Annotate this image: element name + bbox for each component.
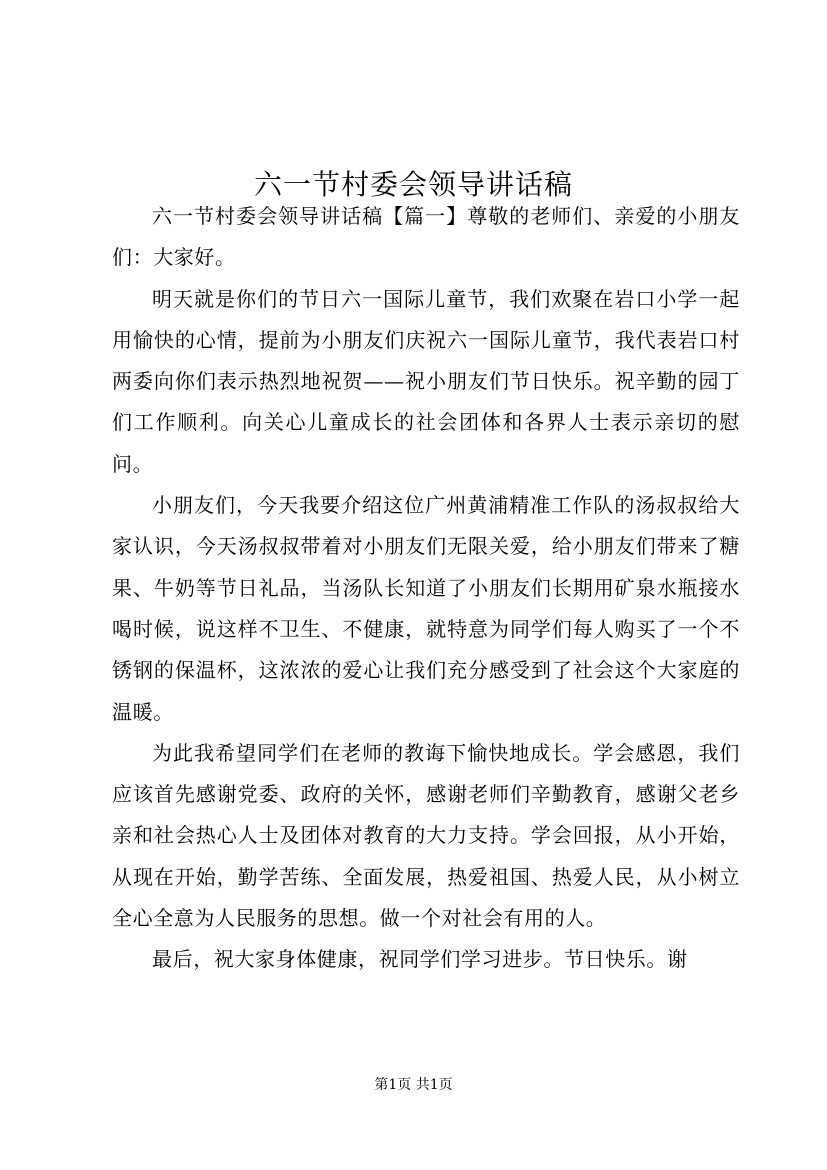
document-body <box>112 196 740 981</box>
page-number-footer: 第1页 共1页 <box>374 1077 453 1093</box>
paragraph-hope: 为此我希望同学们在老师的教诲下愉快地成长。学会感恩，我们应该首先感谢党委、政府的关怀，感谢老师们辛勤教育，感谢父老乡亲和社会热心人士及团体对教育的大力支持。学会回报，从小开始，从现在开始，勤学苦练、全面发展，热爱祖国、热爱人民，从小树立全心全意为人民服务的思想。做一个对社会有用的人。 <box>112 740 740 931</box>
paragraph-closing: 最后，祝大家身体健康，祝同学们学习进步。节日快乐。谢 <box>152 947 688 972</box>
paragraph-greeting: 六一节村委会领导讲话稿【篇一】尊敬的老师们、亲爱的小朋友们：大家好。 <box>112 204 740 270</box>
paragraph-introduction: 小朋友们，今天我要介绍这位广州黄浦精准工作队的汤叔叔给大家认识，今天汤叔叔带着对小朋友们无限关爱，给小朋友们带来了糖果、牛奶等节日礼品，当汤队长知道了小朋友们长期用矿泉水瓶接水喝时候，说这样不卫生、不健康，就特意为同学们每人购买了一个不锈钢的保温杯，这浓浓的爱心让我们充分感受到了社会这个大家庭的温暖。 <box>112 493 740 724</box>
paragraph-celebration: 明天就是你们的节日六一国际儿童节，我们欢聚在岩口小学一起用愉快的心情，提前为小朋友们庆祝六一国际儿童节，我代表岩口村两委向你们表示热烈地祝贺——祝小朋友们节日快乐。祝辛勤的园丁们工作顺利。向关心儿童成长的社会团体和各界人士表示亲切的慰问。 <box>112 286 740 476</box>
document-title: 六一节村委会领导讲话稿 <box>253 167 573 201</box>
